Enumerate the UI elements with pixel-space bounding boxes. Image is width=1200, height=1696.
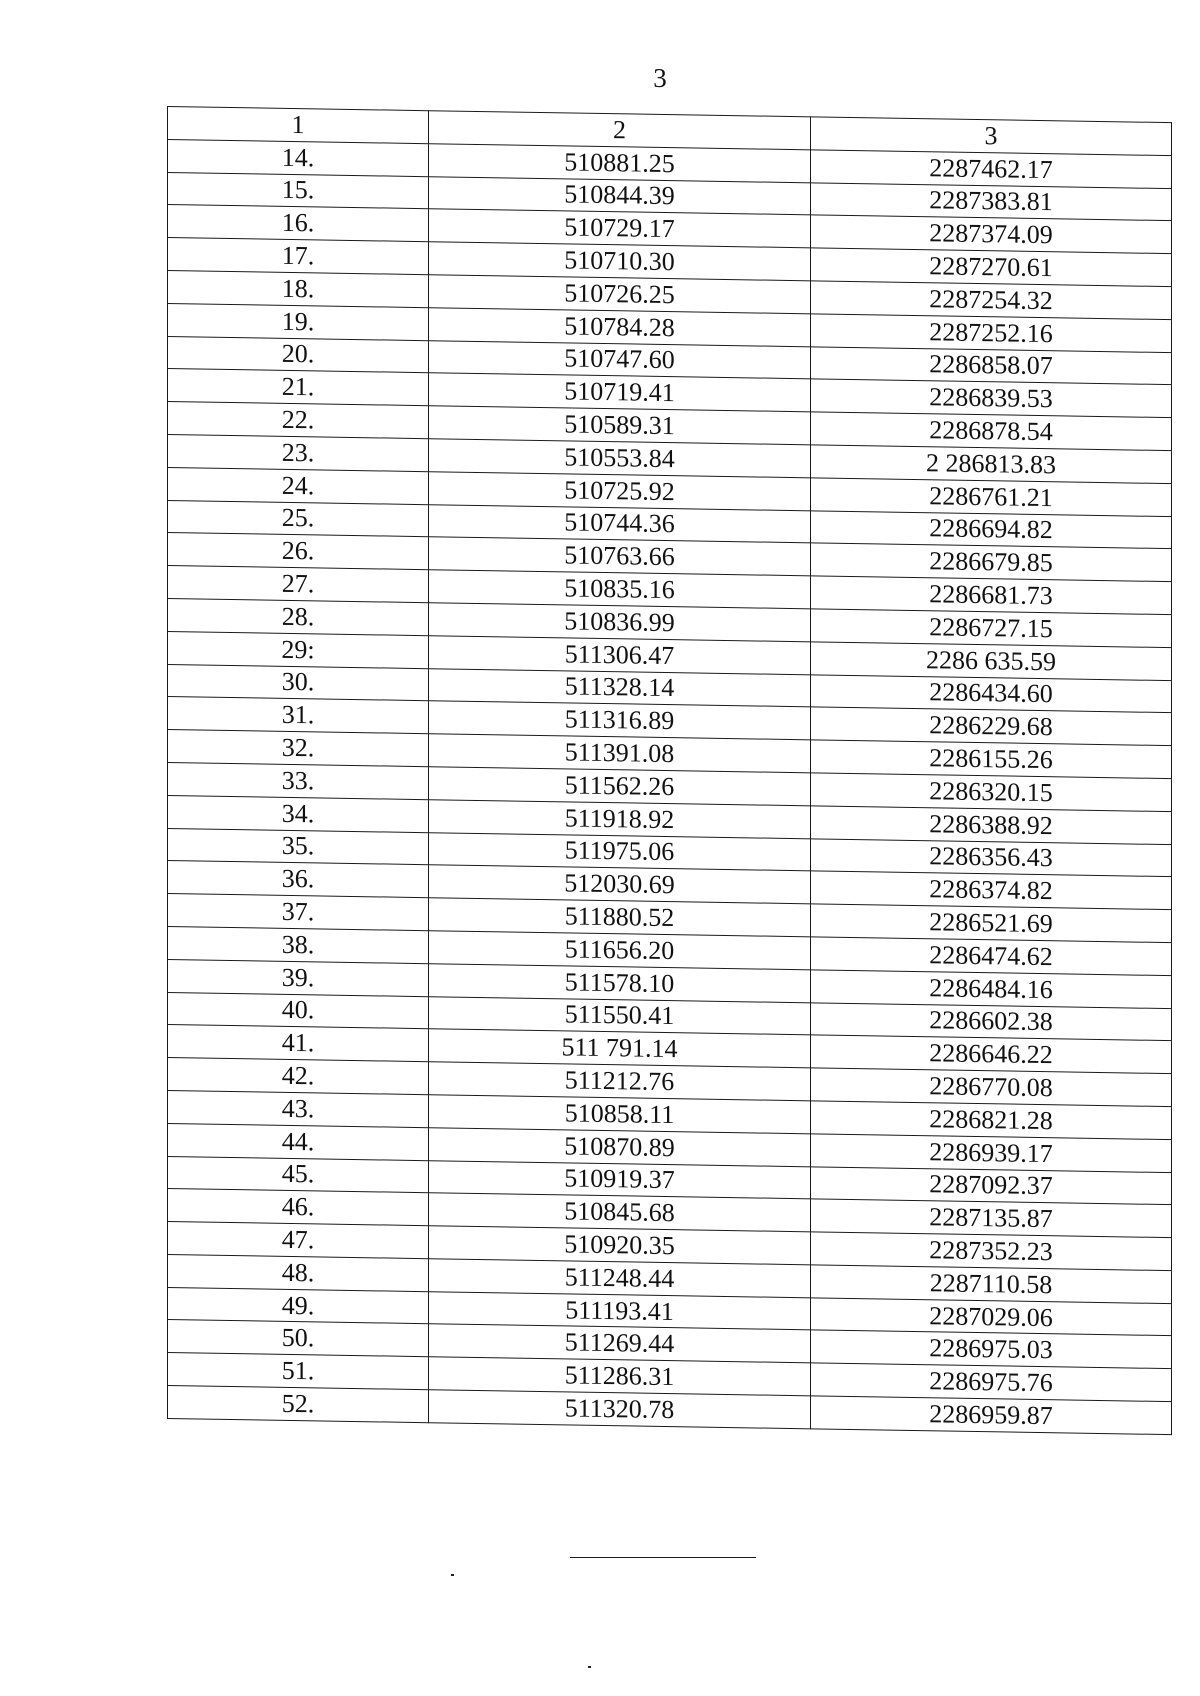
y-coordinate-cell: 2286975.76: [811, 1363, 1172, 1402]
y-coordinate-cell: 2287029.06: [811, 1298, 1172, 1337]
y-coordinate-cell: 2286878.54: [811, 412, 1172, 451]
y-coordinate-cell: 2287374.09: [811, 215, 1172, 254]
point-number-cell: 29:: [168, 631, 429, 668]
x-coordinate-cell: 510835.16: [429, 570, 811, 609]
x-coordinate-cell: 511212.76: [429, 1062, 811, 1101]
y-coordinate-cell: 2286374.82: [811, 871, 1172, 910]
y-coordinate-cell: 2287462.17: [811, 150, 1172, 189]
y-coordinate-cell: 2286839.53: [811, 379, 1172, 418]
x-coordinate-cell: 511550.41: [429, 996, 811, 1035]
x-coordinate-cell: 511193.41: [429, 1291, 811, 1330]
point-number-cell: 36.: [168, 861, 429, 898]
point-number-cell: 35.: [168, 828, 429, 865]
x-coordinate-cell: 511578.10: [429, 963, 811, 1002]
y-coordinate-cell: 2286320.15: [811, 773, 1172, 812]
y-coordinate-cell: 2286959.87: [811, 1396, 1172, 1435]
x-coordinate-cell: 511286.31: [429, 1357, 811, 1396]
x-coordinate-cell: 510858.11: [429, 1095, 811, 1134]
y-coordinate-cell: 2286821.28: [811, 1101, 1172, 1140]
point-number-cell: 42.: [168, 1058, 429, 1095]
y-coordinate-cell: 2287110.58: [811, 1265, 1172, 1304]
y-coordinate-cell: 2287270.61: [811, 248, 1172, 287]
x-coordinate-cell: 511306.47: [429, 635, 811, 674]
x-coordinate-cell: 510729.17: [429, 209, 811, 248]
point-number-cell: 27.: [168, 566, 429, 603]
x-coordinate-cell: 511328.14: [429, 668, 811, 707]
point-number-cell: 31.: [168, 697, 429, 734]
x-coordinate-cell: 511269.44: [429, 1324, 811, 1363]
x-coordinate-cell: 511918.92: [429, 799, 811, 838]
y-coordinate-cell: 2286484.16: [811, 970, 1172, 1009]
scan-speck: [451, 1574, 454, 1576]
y-coordinate-cell: 2286434.60: [811, 674, 1172, 713]
x-coordinate-cell: 510920.35: [429, 1226, 811, 1265]
point-number-cell: 19.: [168, 303, 429, 340]
point-number-cell: 24.: [168, 467, 429, 504]
x-coordinate-cell: 511320.78: [429, 1390, 811, 1429]
x-coordinate-cell: 511391.08: [429, 734, 811, 773]
y-coordinate-cell: 2287252.16: [811, 314, 1172, 353]
point-number-cell: 30.: [168, 664, 429, 701]
x-coordinate-cell: 510553.84: [429, 439, 811, 478]
y-coordinate-cell: 2286761.21: [811, 478, 1172, 517]
point-number-cell: 15.: [168, 172, 429, 209]
x-coordinate-cell: 511975.06: [429, 832, 811, 871]
point-number-cell: 28.: [168, 598, 429, 635]
x-coordinate-cell: 510726.25: [429, 275, 811, 314]
x-coordinate-cell: 510919.37: [429, 1160, 811, 1199]
x-coordinate-cell: 511248.44: [429, 1259, 811, 1298]
y-coordinate-cell: 2286229.68: [811, 707, 1172, 746]
x-coordinate-cell: 510763.66: [429, 537, 811, 576]
point-number-cell: 16.: [168, 205, 429, 242]
point-number-cell: 21.: [168, 369, 429, 406]
point-number-cell: 48.: [168, 1254, 429, 1291]
y-coordinate-cell: 2286388.92: [811, 806, 1172, 845]
point-number-cell: 52.: [168, 1386, 429, 1423]
y-coordinate-cell: 2287352.23: [811, 1232, 1172, 1271]
y-coordinate-cell: 2 286813.83: [811, 445, 1172, 484]
x-coordinate-cell: 510836.99: [429, 603, 811, 642]
x-coordinate-cell: 510784.28: [429, 307, 811, 346]
point-number-cell: 50.: [168, 1320, 429, 1357]
y-coordinate-cell: 2286 635.59: [811, 642, 1172, 681]
y-coordinate-cell: 2287383.81: [811, 182, 1172, 221]
y-coordinate-cell: 2286939.17: [811, 1134, 1172, 1173]
point-number-cell: 23.: [168, 434, 429, 471]
y-coordinate-cell: 2286646.22: [811, 1035, 1172, 1074]
point-number-cell: 44.: [168, 1123, 429, 1160]
x-coordinate-cell: 511880.52: [429, 898, 811, 937]
x-coordinate-cell: 510747.60: [429, 340, 811, 379]
y-coordinate-cell: 2286858.07: [811, 346, 1172, 385]
column-header-3: 3: [811, 117, 1172, 156]
y-coordinate-cell: 2286474.62: [811, 937, 1172, 976]
point-number-cell: 34.: [168, 795, 429, 832]
y-coordinate-cell: 2287254.32: [811, 281, 1172, 320]
y-coordinate-cell: 2286155.26: [811, 740, 1172, 779]
y-coordinate-cell: 2286356.43: [811, 838, 1172, 877]
scan-speck: [588, 1666, 591, 1668]
y-coordinate-cell: 2286681.73: [811, 576, 1172, 615]
x-coordinate-cell: 510870.89: [429, 1127, 811, 1166]
point-number-cell: 25.: [168, 500, 429, 537]
point-number-cell: 38.: [168, 926, 429, 963]
point-number-cell: 18.: [168, 270, 429, 307]
x-coordinate-cell: 510845.68: [429, 1193, 811, 1232]
point-number-cell: 39.: [168, 959, 429, 996]
x-coordinate-cell: 510744.36: [429, 504, 811, 543]
point-number-cell: 47.: [168, 1222, 429, 1259]
x-coordinate-cell: 511 791.14: [429, 1029, 811, 1068]
point-number-cell: 33.: [168, 762, 429, 799]
page-number: 3: [653, 63, 667, 93]
x-coordinate-cell: 511562.26: [429, 767, 811, 806]
x-coordinate-cell: 511316.89: [429, 701, 811, 740]
coordinates-table-body: [168, 107, 1172, 1435]
closing-rule: [570, 1557, 756, 1558]
y-coordinate-cell: 2287135.87: [811, 1199, 1172, 1238]
y-coordinate-cell: 2286770.08: [811, 1068, 1172, 1107]
x-coordinate-cell: 510719.41: [429, 373, 811, 412]
y-coordinate-cell: 2286727.15: [811, 609, 1172, 648]
y-coordinate-cell: 2286602.38: [811, 1002, 1172, 1041]
y-coordinate-cell: 2286679.85: [811, 543, 1172, 582]
point-number-cell: 26.: [168, 533, 429, 570]
point-number-cell: 22.: [168, 402, 429, 439]
column-header-1: 1: [168, 107, 429, 144]
y-coordinate-cell: 2286521.69: [811, 904, 1172, 943]
column-header-2: 2: [429, 111, 811, 150]
point-number-cell: 49.: [168, 1287, 429, 1324]
point-number-cell: 20.: [168, 336, 429, 373]
x-coordinate-cell: 510589.31: [429, 406, 811, 445]
x-coordinate-cell: 510725.92: [429, 471, 811, 510]
point-number-cell: 51.: [168, 1353, 429, 1390]
x-coordinate-cell: 511656.20: [429, 931, 811, 970]
x-coordinate-cell: 510881.25: [429, 143, 811, 182]
point-number-cell: 46.: [168, 1189, 429, 1226]
point-number-cell: 41.: [168, 1025, 429, 1062]
point-number-cell: 14.: [168, 139, 429, 176]
coordinates-table: [167, 106, 1172, 1435]
x-coordinate-cell: 510710.30: [429, 242, 811, 281]
point-number-cell: 43.: [168, 1090, 429, 1127]
y-coordinate-cell: 2286975.03: [811, 1330, 1172, 1369]
point-number-cell: 40.: [168, 992, 429, 1029]
y-coordinate-cell: 2286694.82: [811, 510, 1172, 549]
point-number-cell: 37.: [168, 894, 429, 931]
point-number-cell: 32.: [168, 730, 429, 767]
y-coordinate-cell: 2287092.37: [811, 1166, 1172, 1205]
point-number-cell: 45.: [168, 1156, 429, 1193]
x-coordinate-cell: 510844.39: [429, 176, 811, 215]
point-number-cell: 17.: [168, 238, 429, 275]
x-coordinate-cell: 512030.69: [429, 865, 811, 904]
